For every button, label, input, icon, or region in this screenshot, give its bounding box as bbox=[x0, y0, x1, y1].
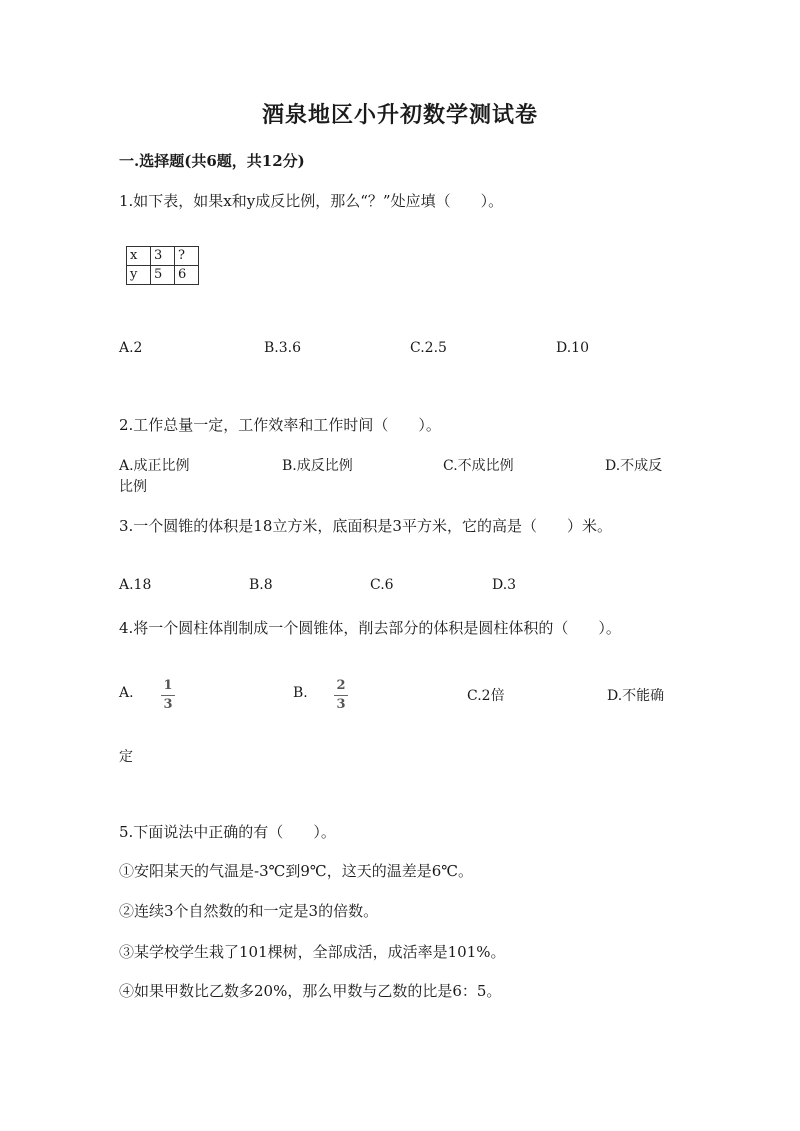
question-4-option-b[interactable]: B. bbox=[293, 685, 308, 701]
question-2-option-b[interactable]: B.成反比例 bbox=[282, 458, 353, 474]
question-3-option-b[interactable]: B.8 bbox=[249, 577, 273, 593]
question-4-option-c[interactable]: C.2倍 bbox=[467, 688, 505, 704]
xy-table bbox=[126, 246, 199, 285]
question-4-stem: 4.将一个圆柱体削制成一个圆锥体，削去部分的体积是圆柱体积的（ ）。 bbox=[119, 619, 621, 637]
table-cell: 6 bbox=[175, 266, 199, 285]
question-1-option-b[interactable]: B.3.6 bbox=[264, 340, 302, 356]
question-2-stem: 2.工作总量一定，工作效率和工作时间（ ）。 bbox=[119, 416, 441, 434]
table-cell: y bbox=[127, 266, 151, 285]
statement-item: ②连续3个自然数的和一定是3的倍数。 bbox=[119, 902, 379, 920]
question-3-option-d[interactable]: D.3 bbox=[492, 577, 517, 593]
section-heading: 一.选择题(共6题，共12分) bbox=[119, 152, 305, 170]
table-row bbox=[127, 247, 199, 266]
question-1-option-c[interactable]: C.2.5 bbox=[410, 340, 447, 356]
numerator: 1 bbox=[163, 678, 173, 693]
question-5-stem: 5.下面说法中正确的有（ ）。 bbox=[119, 823, 336, 841]
table-cell: ? bbox=[175, 247, 199, 266]
question-2-option-c[interactable]: C.不成比例 bbox=[443, 458, 514, 474]
question-2-option-d-wrap: 比例 bbox=[119, 479, 147, 495]
statement-item: ④如果甲数比乙数多20%，那么甲数与乙数的比是6：5。 bbox=[119, 982, 502, 1000]
question-1-option-a[interactable]: A.2 bbox=[119, 340, 143, 356]
numerator: 2 bbox=[336, 678, 346, 693]
fraction-bar bbox=[334, 695, 348, 696]
table-cell: 3 bbox=[151, 247, 175, 266]
fraction-two-thirds bbox=[334, 679, 348, 712]
page-title: 酒泉地区小升初数学测试卷 bbox=[261, 102, 538, 128]
denominator: 3 bbox=[336, 697, 346, 712]
fraction-bar bbox=[161, 695, 175, 696]
statement-item: ③某学校学生栽了101棵树，全部成活，成活率是101%。 bbox=[119, 943, 506, 961]
question-3-option-c[interactable]: C.6 bbox=[370, 577, 394, 593]
question-4-option-d[interactable]: D.不能确 bbox=[607, 688, 665, 704]
question-2-option-a[interactable]: A.成正比例 bbox=[119, 458, 190, 474]
table-cell: 5 bbox=[151, 266, 175, 285]
table-row bbox=[127, 266, 199, 285]
question-2-option-d[interactable]: D.不成反 bbox=[605, 458, 663, 474]
question-4-option-a[interactable]: A. bbox=[119, 685, 134, 701]
statement-item: ①安阳某天的气温是-3℃到9℃，这天的温差是6℃。 bbox=[119, 862, 474, 880]
question-3-stem: 3.一个圆锥的体积是18立方米，底面积是3平方米，它的高是（ ）米。 bbox=[119, 517, 612, 535]
question-1-option-d[interactable]: D.10 bbox=[556, 340, 589, 356]
denominator: 3 bbox=[163, 697, 173, 712]
question-4-option-d-wrap: 定 bbox=[119, 749, 133, 765]
question-1-stem: 1.如下表，如果x和y成反比例，那么“？”处应填（ ）。 bbox=[119, 192, 504, 210]
fraction-one-third bbox=[161, 679, 175, 712]
table-cell: x bbox=[127, 247, 151, 266]
question-3-option-a[interactable]: A.18 bbox=[119, 577, 152, 593]
